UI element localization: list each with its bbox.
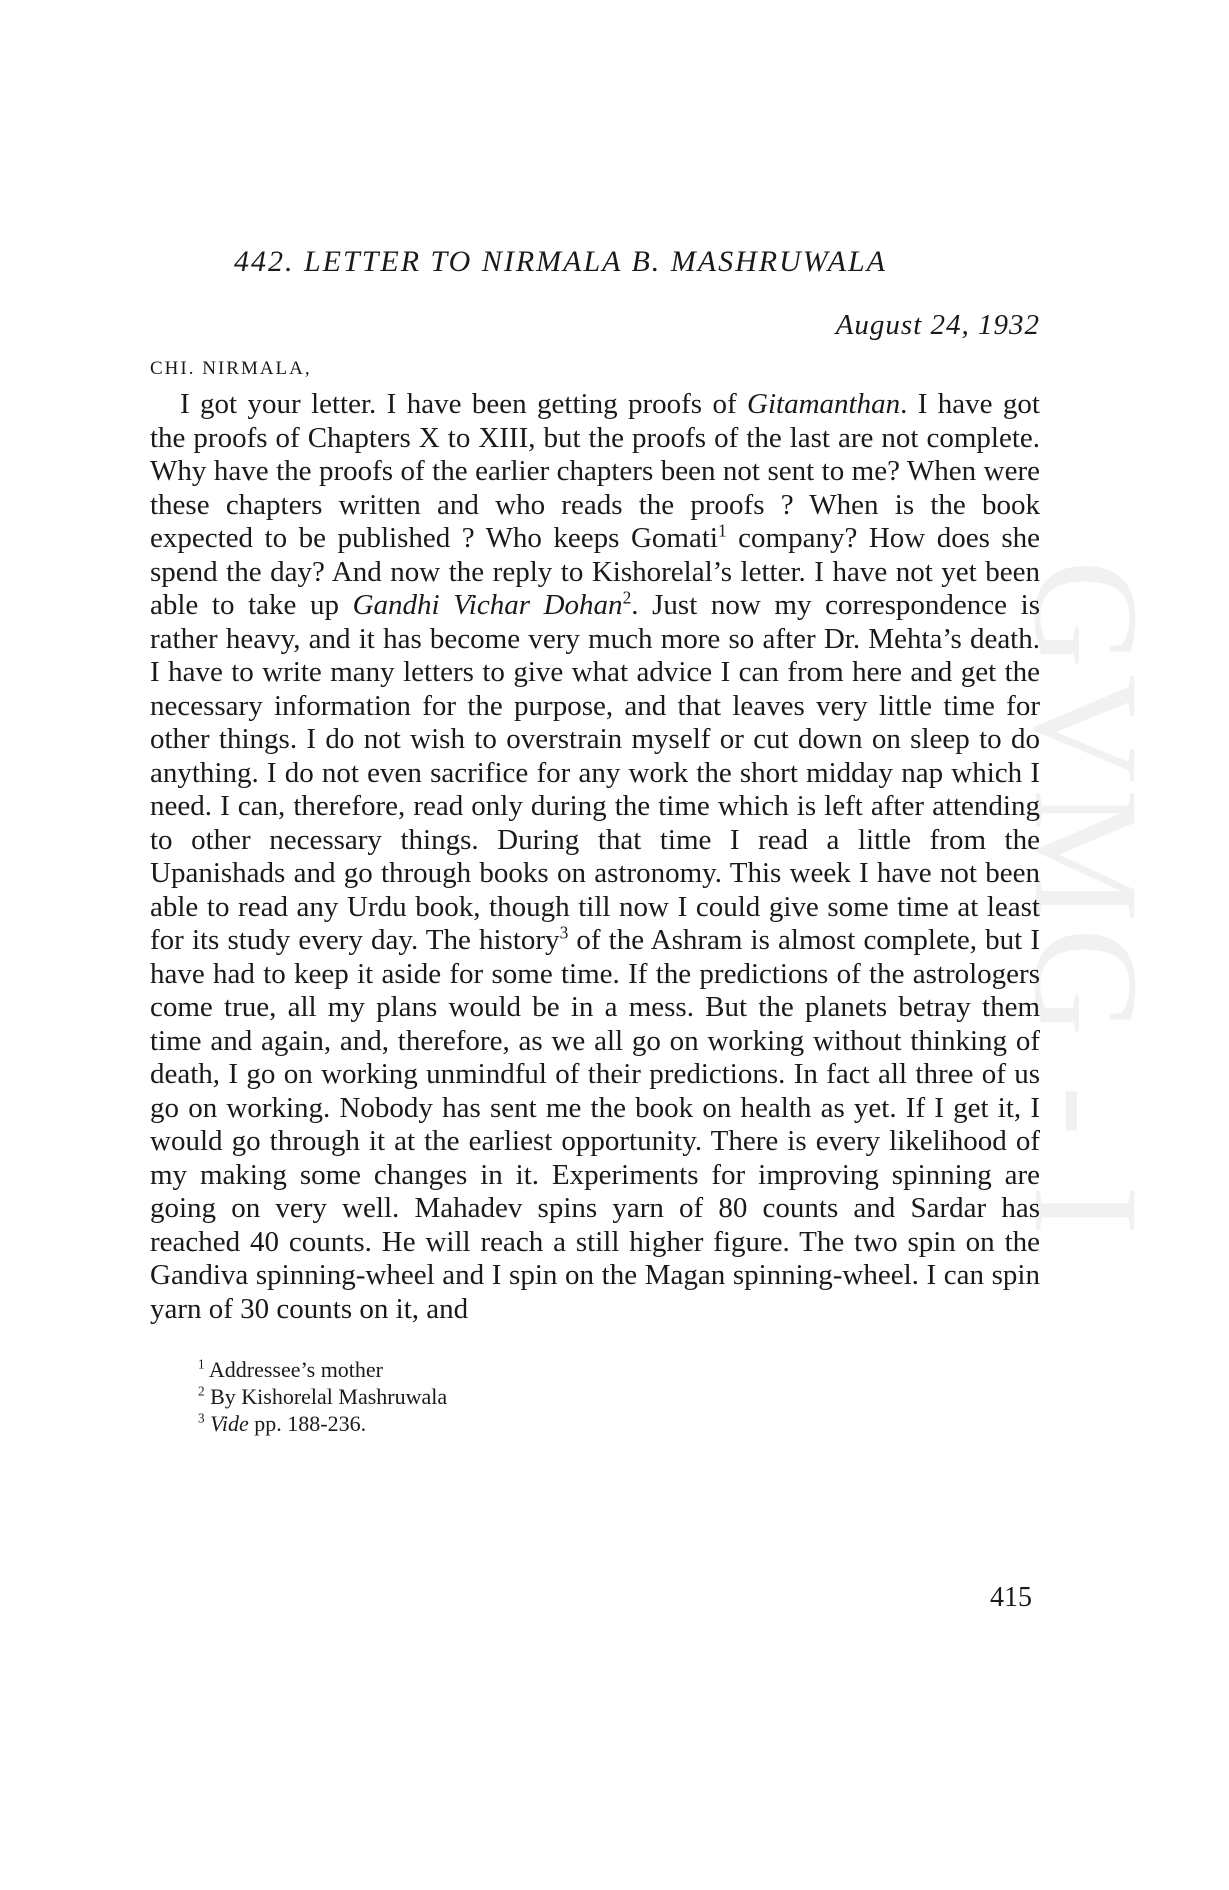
footnotes xyxy=(198,1356,1040,1437)
footnote-ref-2: 2 xyxy=(622,587,632,608)
letter-date: August 24, 1932 xyxy=(835,309,1040,341)
footnote-ref-3: 3 xyxy=(559,922,569,943)
footnote-number: 2 xyxy=(198,1383,205,1399)
body-paragraph xyxy=(150,388,1040,1326)
footnote-ref-1: 1 xyxy=(717,520,727,541)
body-text-4: . Just now my correspondence is rather heavy, and it has become very much more so after Dr. Mehta’s death. I have to write many letters to give what advice I can from here and get the necessary information for the purpose, and that leaves very little time for other things. I do not wish to overstrain myself or cut down on sleep to do anything. I do not even sacrifice for any work the short midday nap which I need. I can, therefore, read only during the time which is left after attending to other necessary things. During that time I read a little from the Upanishads and go through books on astronomy. This week I have not been able to read any Urdu book, though till now I could give some time at least for its study every day. The history xyxy=(150,589,1040,956)
footnote-3 xyxy=(198,1410,1040,1437)
page-number: 415 xyxy=(990,1582,1032,1613)
footnote-text: pp. 188-236. xyxy=(248,1411,367,1436)
letter-heading: 442. LETTER TO NIRMALA B. MASHRUWALA xyxy=(234,245,887,278)
body-text-2: . I have got the proofs of Chapters X to XIII, but the proofs of the last are not complete. Why have the proofs of the earlier chapters been not sent to me? When were these chapters written and who reads the proofs ? When is the book expected to be published ? Who keeps Gomati xyxy=(150,388,1040,554)
watermark: GVMG - I xyxy=(1003,560,1169,1242)
body-text-3: company? How does she spend the day? And now the reply to Kishorelal’s letter. I have not yet been able to take up xyxy=(150,522,1041,621)
book-title-gitamanthan: Gitamanthan xyxy=(747,388,901,420)
letter-body xyxy=(150,388,1040,1326)
footnote-italic: Vide xyxy=(210,1411,249,1436)
page-content xyxy=(150,245,1040,1437)
footnote-number: 3 xyxy=(198,1410,205,1426)
book-title-gandhi-vichar-dohan: Gandhi Vichar Dohan xyxy=(352,589,623,621)
footnote-number: 1 xyxy=(198,1356,205,1372)
salutation: CHI. NIRMALA, xyxy=(150,358,312,379)
footnote-2 xyxy=(198,1383,1040,1410)
body-text-5: of the Ashram is almost complete, but I have had to keep it aside for some time. If the predictions of the astrologers come true, all my plans would be in a mess. But the planets betray them time and again, and, therefore, as we all go on working without thinking of death, I go on working unmindful of their predictions. In fact all three of us go on working. Nobody has sent me the book on health as yet. If I get it, I would go through it at the earliest opportunity. There is every likelihood of my making some changes in it. Experiments for improving spinning are going on very well. Mahadev spins yarn of 80 counts and Sardar has reached 40 counts. He will reach a still higher figure. The two spin on the Gandiva spinning-wheel and I spin on the Magan spinning-wheel. I can spin yarn of 30 counts on it, and xyxy=(150,924,1040,1325)
body-text-1: I got your letter. I have been getting proofs of xyxy=(180,388,748,420)
footnote-1 xyxy=(198,1356,1040,1383)
footnote-text: Addressee’s mother xyxy=(208,1357,384,1382)
footnote-text: By Kishorelal Mashruwala xyxy=(210,1384,448,1409)
